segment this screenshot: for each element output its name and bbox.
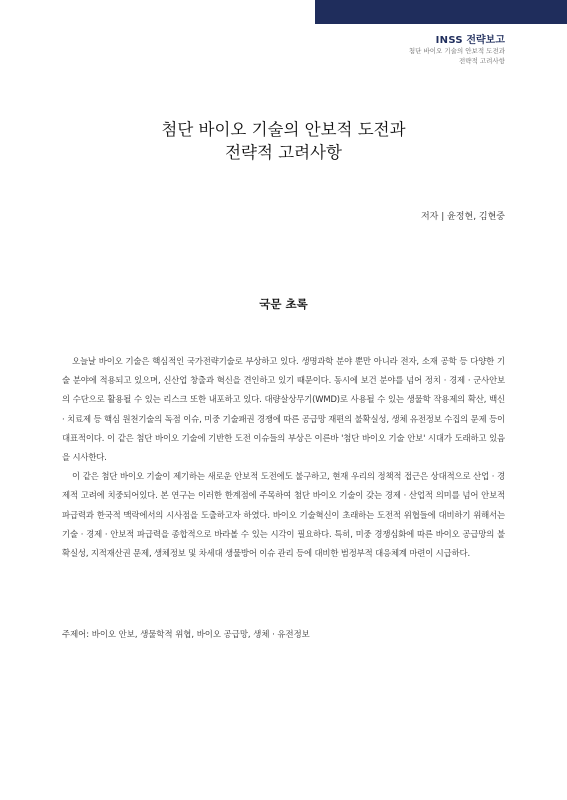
abstract-body xyxy=(62,352,505,563)
publisher-brand xyxy=(436,31,505,46)
authors: 저자 | 윤정현, 김현중 xyxy=(420,212,505,222)
header-color-bar xyxy=(315,0,567,24)
running-head xyxy=(409,46,505,66)
brand-inss: INSS xyxy=(435,35,463,46)
brand-series: 전략보고 xyxy=(466,35,505,46)
abstract-paragraph-1: 오늘날 바이오 기술은 핵심적인 국가전략기술로 부상하고 있다. 생명과학 분야 뿐만 아니라 전자, 소재 공학 등 다양한 기술 분야에 적용되고 있으며, 신산업 창출과 혁신을 견인하고 있기 때문이다. 동시에 보건 분야를 넘어 정치 · 경제 · 군사안보의 수단으로 활용될 수 있는 리스크 또한 내포하고 있다. 대량살상무기(WMD)로 사용될 수 있는 생물학 작용제의 확산, 백신 · 치료제 등 핵심 원천기술의 독점 이슈, 미중 기술패권 경쟁에 따른 공급망 재편의 불확실성, 생체 유전정보 수집의 문제 등이 대표적이다. 이 같은 첨단 바이오 기술에 기반한 도전 이슈들의 부상은 이른바 '첨단 바이오 기술 안보' 시대가 도래하고 있음을 시사한다. xyxy=(62,356,505,463)
document-title-line-1: 첨단 바이오 기술의 안보적 도전과 xyxy=(161,120,406,139)
document-title xyxy=(0,118,567,164)
document-title-line-2: 전략적 고려사항 xyxy=(225,143,342,162)
running-head-line-2: 전략적 고려사항 xyxy=(458,57,505,65)
running-head-line-1: 첨단 바이오 기술의 안보적 도전과 xyxy=(408,47,505,55)
abstract-paragraph-2: 이 같은 첨단 바이오 기술이 제기하는 새로운 안보적 도전에도 불구하고, 현재 우리의 정책적 접근은 상대적으로 산업 · 경제적 고려에 치중되어있다. 본 연구는 이러한 한계점에 주목하여 첨단 바이오 기술이 갖는 경제 · 산업적 의미를 넘어 안보적 파급력과 한국적 맥락에서의 시사점을 도출하고자 하였다. 바이오 기술혁신이 초래하는 도전적 위협들에 대비하기 위해서는 기술 · 경제 · 안보적 파급력을 종합적으로 바라볼 수 있는 시각이 필요하다. 특히, 미중 경쟁심화에 따른 바이오 공급망의 불확실성, 지적재산권 문제, 생체정보 및 차세대 생물방어 이슈 관리 등에 대비한 범정부적 대응체계 마련이 시급하다. xyxy=(62,471,505,559)
keywords: 주제어: 바이오 안보, 생물학적 위협, 바이오 공급망, 생체 · 유전정보 xyxy=(62,629,310,639)
abstract-heading: 국문 초록 xyxy=(259,297,308,311)
